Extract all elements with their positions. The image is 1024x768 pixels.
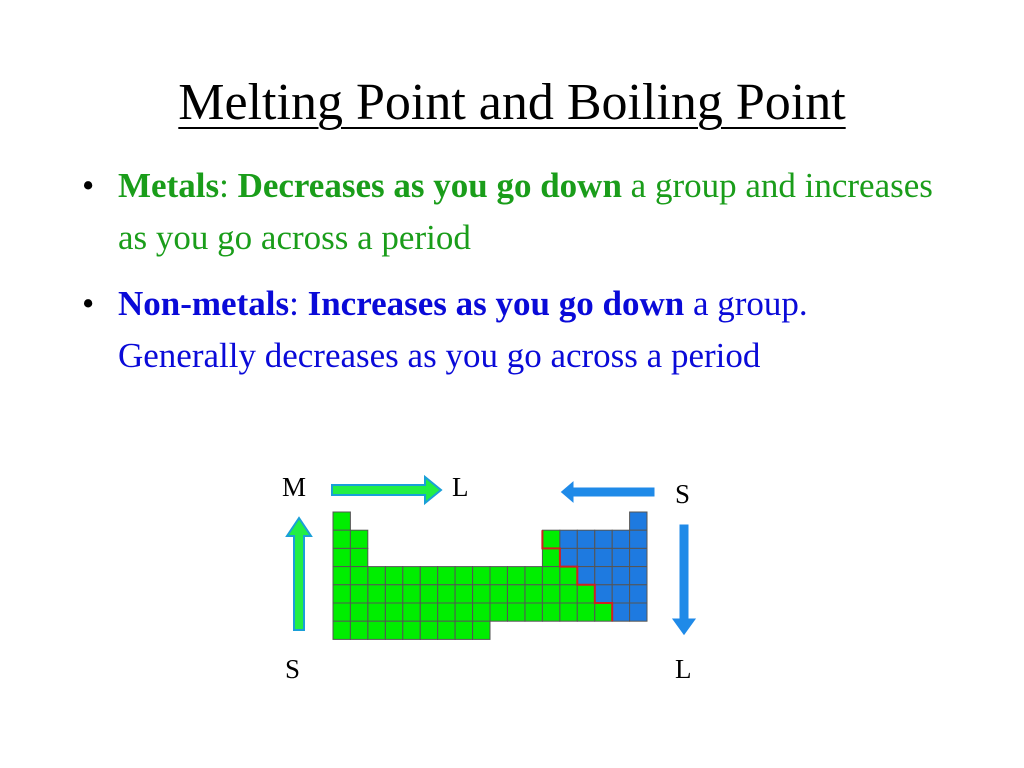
metal-cell: [525, 567, 542, 585]
bullet-term: Metals: [118, 166, 220, 205]
metal-cell: [350, 530, 367, 548]
metal-cell: [420, 603, 437, 621]
metal-cell: [455, 603, 472, 621]
metal-cell: [350, 621, 367, 639]
metal-cell: [455, 585, 472, 603]
bullet-term: Non-metals: [118, 284, 290, 323]
nonmetal-cell: [612, 530, 629, 548]
periodic-table-grid: [333, 512, 647, 639]
metal-cell: [368, 603, 385, 621]
bullet-rest: a group. Generally decreases as you go across a period: [118, 284, 808, 375]
metal-cell: [438, 585, 455, 603]
metal-cell: [473, 585, 490, 603]
metal-cell: [438, 621, 455, 639]
nonmetal-cell: [577, 567, 594, 585]
metal-cell: [333, 567, 350, 585]
metal-cell: [577, 585, 594, 603]
metal-cell: [385, 621, 402, 639]
metal-cell: [350, 567, 367, 585]
metal-cell: [490, 603, 507, 621]
metal-cell: [350, 603, 367, 621]
slide-title: Melting Point and Boiling Point: [178, 74, 846, 131]
metal-cell: [403, 621, 420, 639]
metal-cell: [508, 603, 525, 621]
metal-cell: [455, 567, 472, 585]
nonmetal-cell: [630, 603, 647, 621]
nonmetal-cell: [595, 585, 612, 603]
bullet-list: [72, 160, 952, 396]
metal-cell: [350, 585, 367, 603]
metal-cell: [385, 603, 402, 621]
nonmetal-cell: [612, 548, 629, 566]
metal-nonmetal-border: [542, 530, 612, 621]
metal-cell: [438, 567, 455, 585]
metal-cell: [560, 603, 577, 621]
metal-cell: [350, 548, 367, 566]
metal-cell: [368, 621, 385, 639]
metal-cell: [403, 567, 420, 585]
label-bottom-left: S: [285, 654, 301, 684]
nonmetal-cell: [560, 530, 577, 548]
metal-cell: [560, 585, 577, 603]
bullet-nonmetals: [72, 278, 952, 382]
metal-cell: [542, 548, 559, 566]
metal-cell: [455, 621, 472, 639]
nonmetal-cell: [630, 567, 647, 585]
metal-cell: [490, 567, 507, 585]
nonmetal-cell: [595, 548, 612, 566]
metal-cell: [368, 567, 385, 585]
metal-cell: [508, 567, 525, 585]
metal-cell: [333, 512, 350, 530]
metal-cell: [595, 603, 612, 621]
bullet-sep: :: [219, 166, 238, 205]
nonmetal-cell: [630, 585, 647, 603]
bullet-rest: a group and increases as you go across a period: [118, 166, 933, 257]
label-top-left: M: [282, 472, 307, 502]
metal-cell: [403, 603, 420, 621]
metal-cell: [403, 585, 420, 603]
arrow-right-icon: [332, 477, 441, 503]
metal-cell: [473, 603, 490, 621]
arrow-up-icon: [287, 518, 311, 630]
nonmetal-cell: [560, 548, 577, 566]
label-bottom-right: L: [675, 654, 692, 684]
nonmetal-cell: [612, 603, 629, 621]
nonmetal-cell: [577, 530, 594, 548]
metal-cell: [508, 585, 525, 603]
arrow-down-icon: [671, 524, 697, 636]
nonmetal-cell: [595, 567, 612, 585]
bullet-dot: •: [82, 166, 95, 205]
label-top-right: S: [675, 479, 691, 509]
metal-cell: [333, 585, 350, 603]
metal-cell: [560, 567, 577, 585]
metal-cell: [438, 603, 455, 621]
metal-cell: [490, 585, 507, 603]
metal-cell: [333, 603, 350, 621]
metal-cell: [420, 621, 437, 639]
metal-cell: [473, 567, 490, 585]
nonmetal-cell: [612, 567, 629, 585]
bullet-dot: •: [82, 284, 95, 323]
nonmetal-cell: [630, 512, 647, 530]
metal-cell: [420, 567, 437, 585]
metal-cell: [385, 567, 402, 585]
metal-cell: [420, 585, 437, 603]
nonmetal-cell: [595, 530, 612, 548]
metal-cell: [542, 567, 559, 585]
metal-cell: [333, 621, 350, 639]
arrow-left-icon: [560, 480, 655, 504]
metal-cell: [525, 585, 542, 603]
bullet-bold: Decreases as you go down: [237, 166, 622, 205]
metal-cell: [333, 548, 350, 566]
metal-cell: [525, 603, 542, 621]
nonmetal-cell: [630, 548, 647, 566]
metal-cell: [333, 530, 350, 548]
metal-cell: [542, 585, 559, 603]
bullet-metals: [72, 160, 952, 264]
metal-cell: [473, 621, 490, 639]
metal-cell: [577, 603, 594, 621]
bullet-bold: Increases as you go down: [307, 284, 685, 323]
nonmetal-cell: [577, 548, 594, 566]
bullet-sep: :: [289, 284, 308, 323]
metal-cell: [385, 585, 402, 603]
metal-cell: [542, 530, 559, 548]
nonmetal-cell: [612, 585, 629, 603]
label-top-mid: L: [452, 472, 469, 502]
metal-cell: [368, 585, 385, 603]
metal-cell: [542, 603, 559, 621]
nonmetal-cell: [630, 530, 647, 548]
